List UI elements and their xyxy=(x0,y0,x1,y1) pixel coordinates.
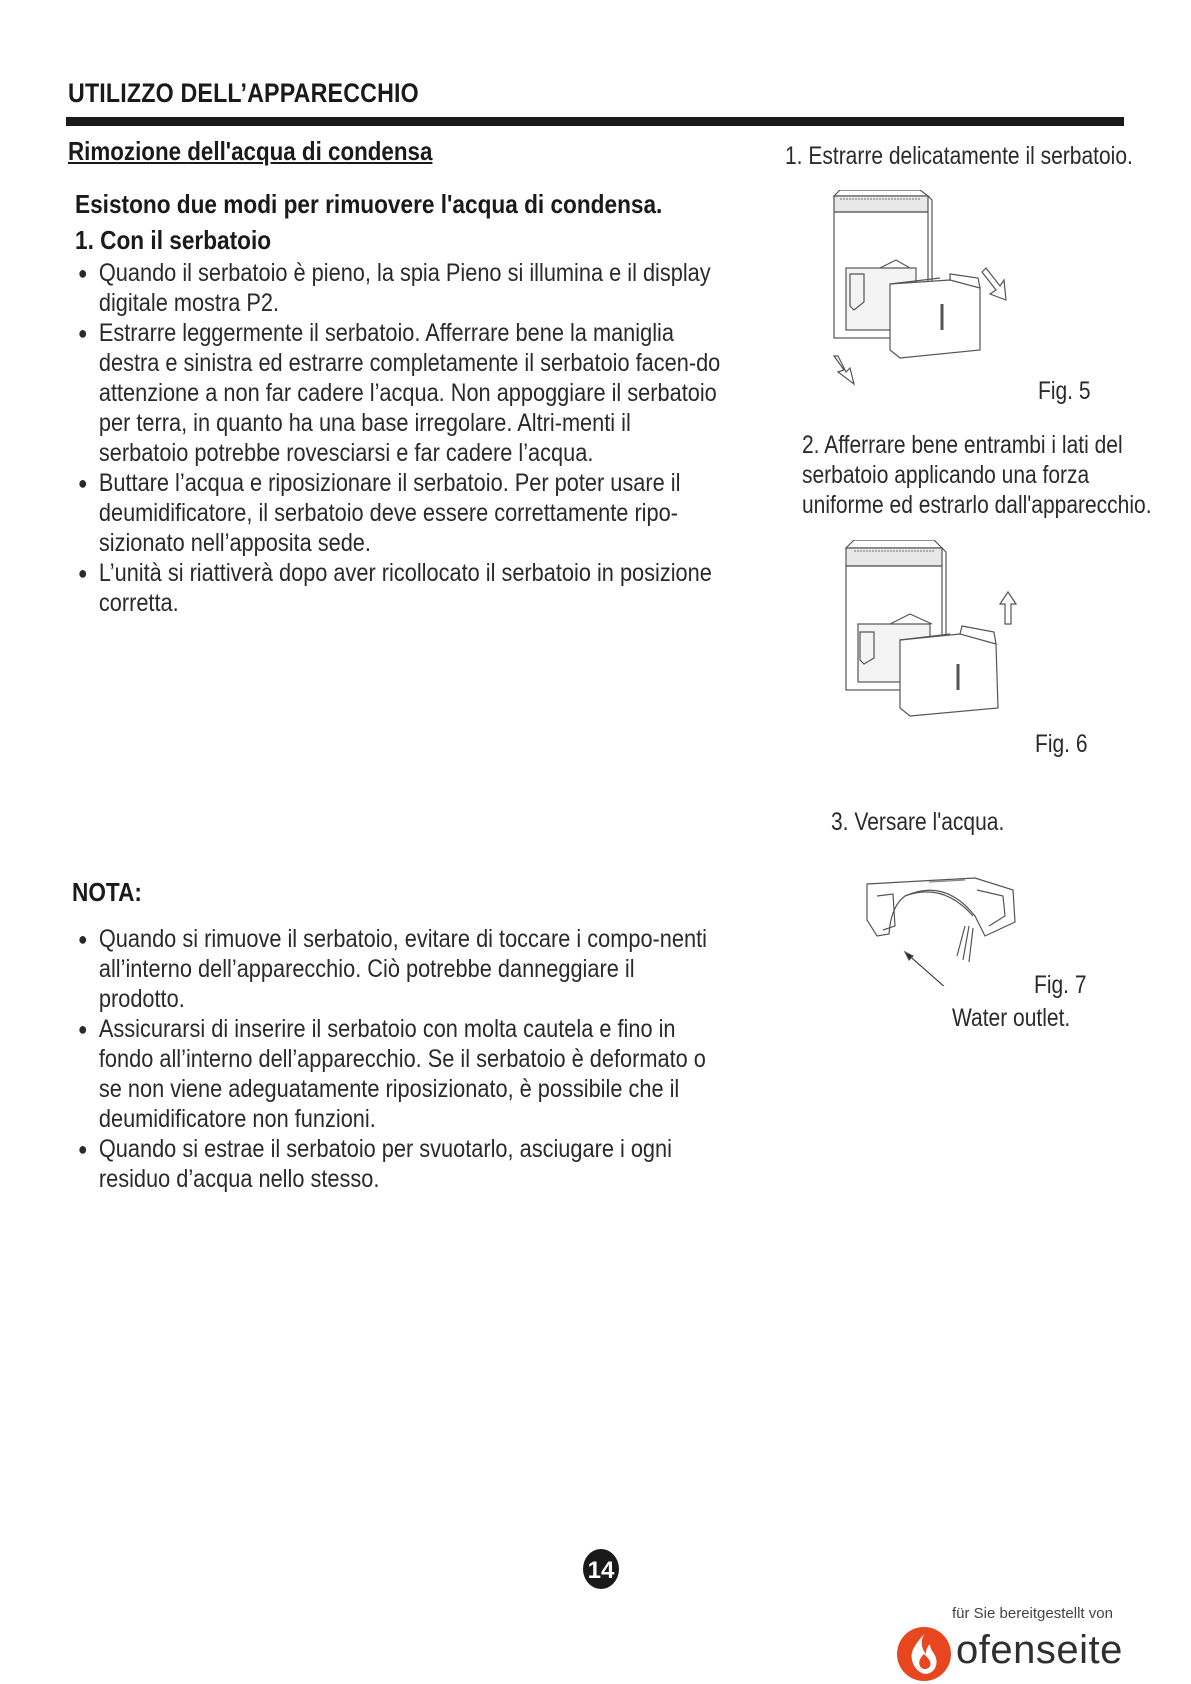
fig7-tank-pouring-illustration xyxy=(865,876,1025,986)
provided-by-text: für Sie bereitgestellt von xyxy=(952,1605,1113,1622)
method-title: 1. Con il serbatoio xyxy=(75,225,272,255)
fig7-label: Fig. 7 xyxy=(1034,971,1087,999)
note-bullet-list xyxy=(78,924,722,1194)
fig6-dehumidifier-illustration xyxy=(840,540,1030,720)
fig6-label: Fig. 6 xyxy=(1035,730,1088,758)
flame-logo-icon xyxy=(896,1626,952,1682)
list-item: ● Quando il serbatoio è pieno, la spia Pieno si illumina e il display digitale mostra P2. xyxy=(78,259,711,317)
bullet-icon: ● xyxy=(78,263,88,283)
step1-caption: 1. Estrarre delicatamente il serbatoio. xyxy=(785,142,1133,170)
list-item: ● Quando si rimuove il serbatoio, evitare di toccare i compo-nenti all’interno dell’apparecchio. Ciò potrebbe danneggiare il prodotto. xyxy=(78,925,707,1013)
step2-caption-line1: 2. Afferrare bene entrambi i lati del xyxy=(802,431,1123,459)
bullet-icon: ● xyxy=(78,1139,88,1159)
step2-caption-line2: serbatoio applicando una forza xyxy=(802,461,1090,489)
list-item: ● Assicurarsi di inserire il serbatoio con molta cautela e fino in fondo all’interno dell’apparecchio. Se il serbatoio è deformato o se non viene adeguatamente riposizionato, è possibile che il deumidificatore non funzioni. xyxy=(78,1015,706,1133)
note-title: NOTA: xyxy=(72,877,142,907)
bullet-icon: ● xyxy=(78,929,88,949)
section-title: Rimozione dell'acqua di condensa xyxy=(68,136,433,166)
page-header-title: UTILIZZO DELL’APPARECCHIO xyxy=(68,78,419,108)
page-number xyxy=(582,1548,620,1590)
method-bullet-list xyxy=(78,258,722,618)
bullet-icon: ● xyxy=(78,563,88,583)
bullet-icon: ● xyxy=(78,1019,88,1039)
list-item: ● Estrarre leggermente il serbatoio. Afferrare bene la maniglia destra e sinistra ed estrarre completamente il serbatoio facen-do attenzione a non far cadere l’acqua. Non appoggiare il serbatoio per terra, in quanto ha una base irregolare. Altri-menti il serbatoio potrebbe rovesciarsi e far cadere l’acqua. xyxy=(78,319,721,467)
fig5-label: Fig. 5 xyxy=(1038,377,1091,405)
list-item: ● Quando si estrae il serbatoio per svuotarlo, asciugare i ogni residuo d’acqua nello stesso. xyxy=(78,1135,672,1193)
brand-name: ofenseite xyxy=(956,1628,1123,1672)
header-rule xyxy=(66,117,1124,126)
bullet-icon: ● xyxy=(78,473,88,493)
fig5-dehumidifier-illustration xyxy=(820,190,1020,390)
list-item: ● L’unità si riattiverà dopo aver ricollocato il serbatoio in posizione corretta. xyxy=(78,559,712,617)
water-outlet-label: Water outlet. xyxy=(952,1004,1071,1032)
step3-caption: 3. Versare l'acqua. xyxy=(831,808,1005,836)
step2-caption-line3: uniforme ed estrarlo dall'apparecchio. xyxy=(802,491,1152,519)
section-intro: Esistono due modi per rimuovere l'acqua di condensa. xyxy=(75,189,663,219)
bullet-icon: ● xyxy=(78,323,88,343)
svg-text:14: 14 xyxy=(587,1557,615,1584)
list-item: ● Buttare l’acqua e riposizionare il serbatoio. Per poter usare il deumidificatore, il serbatoio deve essere correttamente ripo-sizionato nell’apposita sede. xyxy=(78,469,681,557)
page-number-badge xyxy=(582,1548,620,1590)
